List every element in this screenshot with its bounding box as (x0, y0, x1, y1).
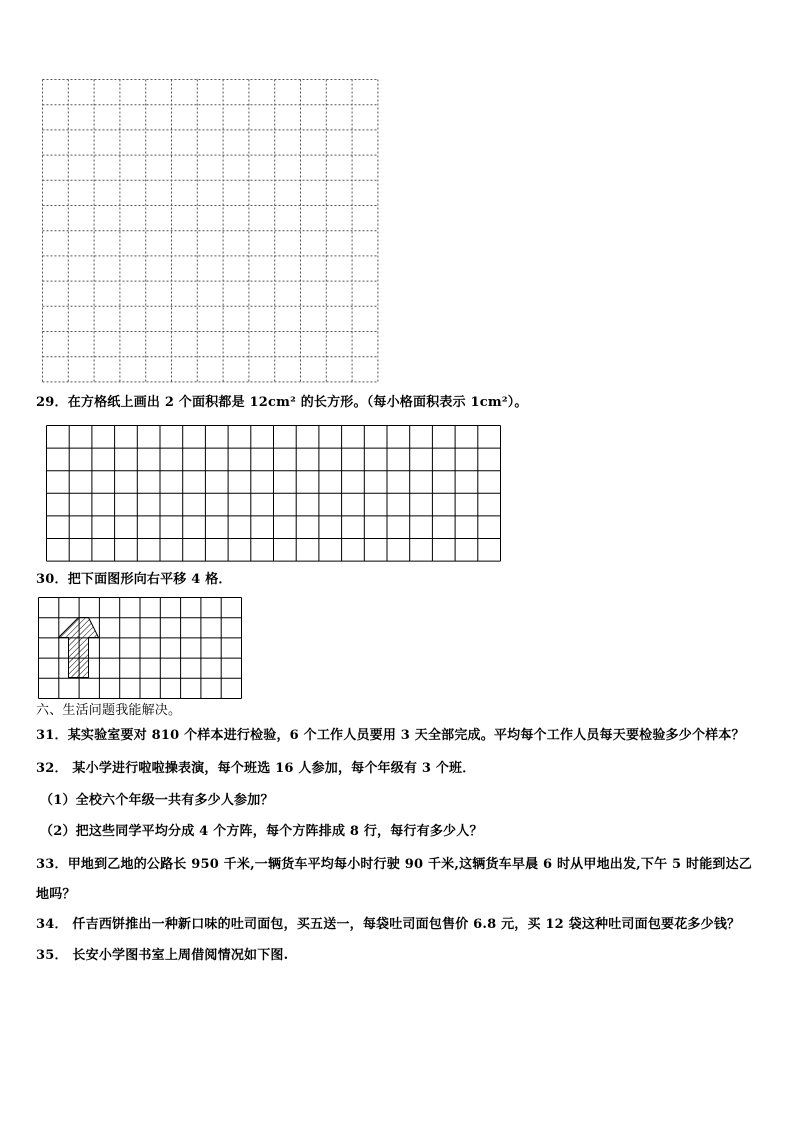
dotted-grid (42, 79, 380, 385)
q30-grid-with-arrow (38, 597, 243, 700)
section-6-heading: 六、生活问题我能解决。 (36, 703, 182, 718)
question-33-line-2: 地吗？ (36, 887, 76, 902)
question-33-line-1: 33．甲地到乙地的公路长 950 千米,一辆货车平均每小时行驶 90 千米,这辆货车早晨 6 时从甲地出发,下午 5 时能到达乙 (36, 857, 752, 872)
question-30: 30．把下面图形向右平移 4 格． (36, 572, 232, 587)
question-31: 31．某实验室要对 810 个样本进行检验，6 个工作人员要用 3 天全部完成。平均每个工作人员每天要检验多少个样本？ (36, 728, 745, 743)
arrow-shape (59, 618, 99, 678)
question-29: 29．在方格纸上画出 2 个面积都是 12cm² 的长方形。（每小格面积表示 1cm²）。 (36, 395, 528, 410)
question-32-part-1: （1）全校六个年级一共有多少人参加？ (40, 793, 274, 808)
question-32-part-2: （2）把这些同学平均分成 4 个方阵，每个方阵排成 8 行，每行有多少人？ (40, 824, 483, 839)
question-32: 32． 某小学进行啦啦操表演，每个班选 16 人参加，每个年级有 3 个班． (36, 761, 476, 776)
question-34: 34． 仟吉西饼推出一种新口味的吐司面包，买五送一，每袋吐司面包售价 6.8 元，买 12 袋这种吐司面包要花多少钱？ (36, 917, 741, 932)
q29-square-grid (46, 425, 503, 563)
question-35: 35． 长安小学图书室上周借阅情况如下图. (36, 948, 289, 963)
